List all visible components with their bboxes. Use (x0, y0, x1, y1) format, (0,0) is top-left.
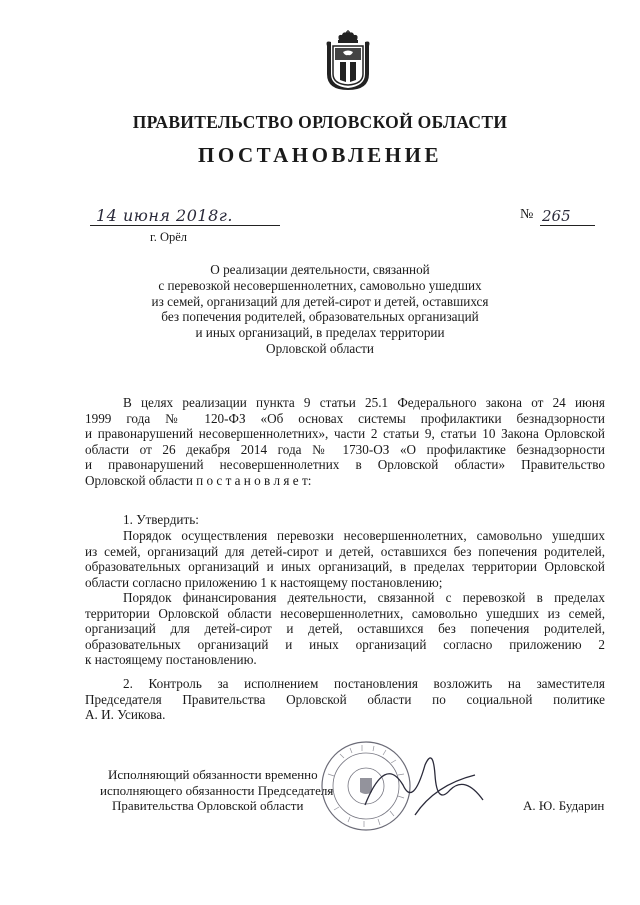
number-label: № (520, 207, 534, 222)
item-1-heading (85, 512, 605, 528)
procedure-2-line: к настоящему постановлению. (85, 652, 257, 668)
signature-position (100, 767, 334, 814)
item-2-line: Председателя Правительства Орловской области по социальной политике (85, 691, 605, 707)
procedure-1-line: Порядок осуществления перевозки несовершеннолетних, самовольно ушедших (123, 528, 605, 543)
preamble-paragraph (85, 395, 605, 489)
preamble-line: 1999 года № 120-ФЗ «Об основах системы профилактики безнадзорности (85, 410, 605, 426)
position-line: Правительства Орловской области (112, 798, 304, 814)
subject-line: и иных организаций, в пределах территории (195, 325, 445, 341)
handwritten-signature (355, 745, 495, 835)
item-2-line: 2. Контроль за исполнением постановления возложить на заместителя (123, 676, 605, 691)
coat-of-arms-icon (323, 30, 373, 90)
subject-block (0, 262, 640, 357)
procedure-1-line: из семей, организаций для детей-сирот и детей, оставшихся без попечения родителей, (85, 543, 605, 559)
procedure-2-line: Порядок финансирования деятельности, связанной с перевозкой в пределах (123, 590, 605, 605)
preamble-line: области от 26 декабря 2014 года № 1730-ОЗ «О профилактике безнадзорности (85, 441, 605, 457)
subject-line: с перевозкой несовершеннолетних, самовольно ушедших (158, 277, 482, 293)
date-field (90, 203, 280, 226)
preamble-line: и правонарушений несовершеннолетних в Орловской области» Правительство (85, 457, 605, 473)
preamble-line: и правонарушений несовершеннолетних», части 2 статьи 9, статьи 10 Закона Орловской (85, 426, 605, 442)
procedure-1-paragraph (85, 528, 605, 590)
subject-line: из семей, организаций для детей-сирот и детей, оставшихся (151, 293, 489, 309)
subject-line: без попечения родителей, образовательных организаций (161, 309, 479, 325)
position-line: Исполняющий обязанности временно (108, 767, 318, 782)
procedure-2-line: территории Орловской области несовершеннолетних, самовольно ушедших из семей, (85, 605, 605, 621)
procedure-2-line: организаций для детей-сирот и детей, оставшихся без попечения родителей, (85, 621, 605, 637)
position-line: исполняющего обязанности Председателя (100, 782, 334, 798)
preamble-line: Орловской области п о с т а н о в л я е т: (85, 472, 312, 488)
subject-line: Орловской области (266, 340, 374, 356)
item-1-heading-text: 1. Утвердить: (123, 512, 199, 527)
signer-name: А. Ю. Бударин (523, 798, 605, 813)
preamble-line: В целях реализации пункта 9 статьи 25.1 Федерального закона от 24 июня (123, 395, 605, 410)
document-type-title: ПОСТАНОВЛЕНИЕ (198, 143, 442, 167)
procedure-2-paragraph (85, 590, 605, 668)
number-handwritten: 265 (542, 207, 571, 225)
procedure-2-line: образовательных организаций и иных организаций согласно приложению 2 (85, 636, 605, 652)
procedure-1-line: области согласно приложению 1 к настоящему постановлению; (85, 574, 443, 590)
procedure-1-line: образовательных организаций и иных организаций, в пределах территории Орловской (85, 559, 605, 575)
item-2-paragraph (85, 676, 605, 723)
city-label: г. Орёл (150, 230, 188, 244)
date-handwritten: 14 июня 2018г. (96, 206, 233, 225)
number-field (540, 203, 595, 226)
government-title: ПРАВИТЕЛЬСТВО ОРЛОВСКОЙ ОБЛАСТИ (132, 112, 508, 132)
subject-line: О реализации деятельности, связанной (210, 262, 430, 277)
item-2-line: А. И. Усикова. (85, 707, 166, 723)
